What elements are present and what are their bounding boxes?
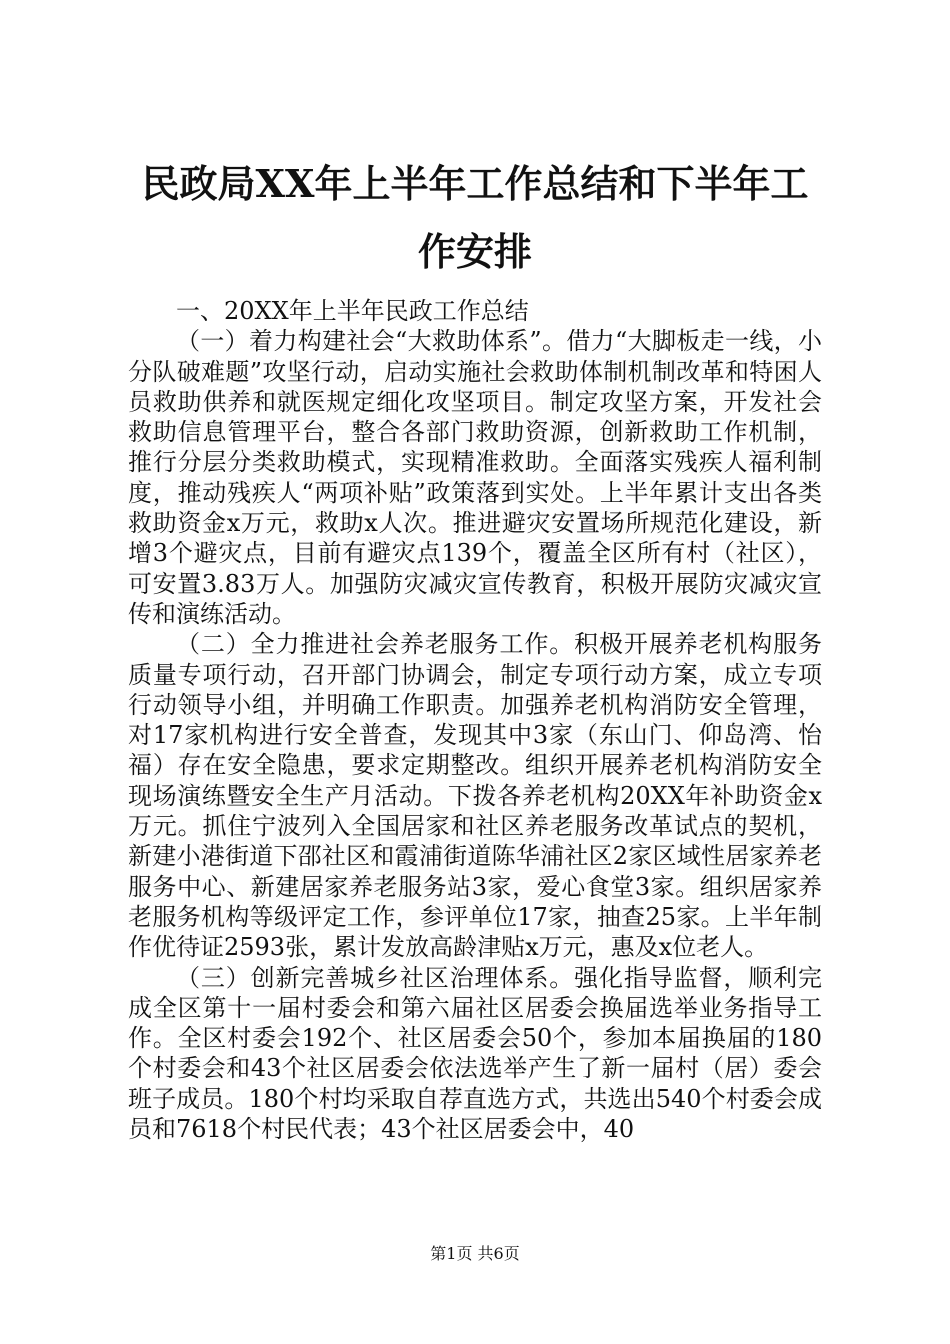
- section-heading: 一、20XX年上半年民政工作总结: [176, 297, 529, 325]
- document-body: [128, 296, 822, 1144]
- page-footer: 第1页 共6页: [430, 1244, 520, 1263]
- document-title: 民政局XX年上半年工作总结和下半年工作安排: [141, 161, 809, 274]
- paragraph-social-assistance: （一）着力构建社会“大救助体系”。借力“大脚板走一线，小分队破难题”攻坚行动，启动实施社会救助体制机制改革和特困人员救助供养和就医规定细化攻坚项目。制定攻坚方案，开发社会救助信息管理平台，整合各部门救助资源，创新救助工作机制，推行分层分类救助模式，实现精准救助。全面落实残疾人福利制度，推动残疾人“两项补贴”政策落到实处。上半年累计支出各类救助资金x万元，救助x人次。推进避灾安置场所规范化建设，新增3个避灾点，目前有避灾点139个，覆盖全区所有村（社区），可安置3.83万人。加强防灾减灾宣传教育，积极开展防灾减灾宣传和演练活动。: [128, 327, 822, 628]
- paragraph-community-governance: （三）创新完善城乡社区治理体系。强化指导监督，顺利完成全区第十一届村委会和第六届社区居委会换届选举业务指导工作。全区村委会192个、社区居委会50个，参加本届换届的180个村委会和43个社区居委会依法选举产生了新一届村（居）委会班子成员。180个村均采取自荐直选方式，共选出540个村委会成员和7618个村民代表；43个社区居委会中，40: [128, 963, 822, 1144]
- paragraph-elderly-care: （二）全力推进社会养老服务工作。积极开展养老机构服务质量专项行动，召开部门协调会，制定专项行动方案，成立专项行动领导小组，并明确工作职责。加强养老机构消防安全管理，对17家机构进行安全普查，发现其中3家（东山门、仰岛湾、怡福）存在安全隐患，要求定期整改。组织开展养老机构消防安全现场演练暨安全生产月活动。下拨各养老机构20XX年补助资金x万元。抓住宁波列入全国居家和社区养老服务改革试点的契机，新建小港街道下邵社区和霞浦街道陈华浦社区2家区域性居家养老服务中心、新建居家养老服务站3家，爱心食堂3家。组织居家养老服务机构等级评定工作，参评单位17家，抽查25家。上半年制作优待证2593张，累计发放高龄津贴x万元，惠及x位老人。: [128, 630, 822, 962]
